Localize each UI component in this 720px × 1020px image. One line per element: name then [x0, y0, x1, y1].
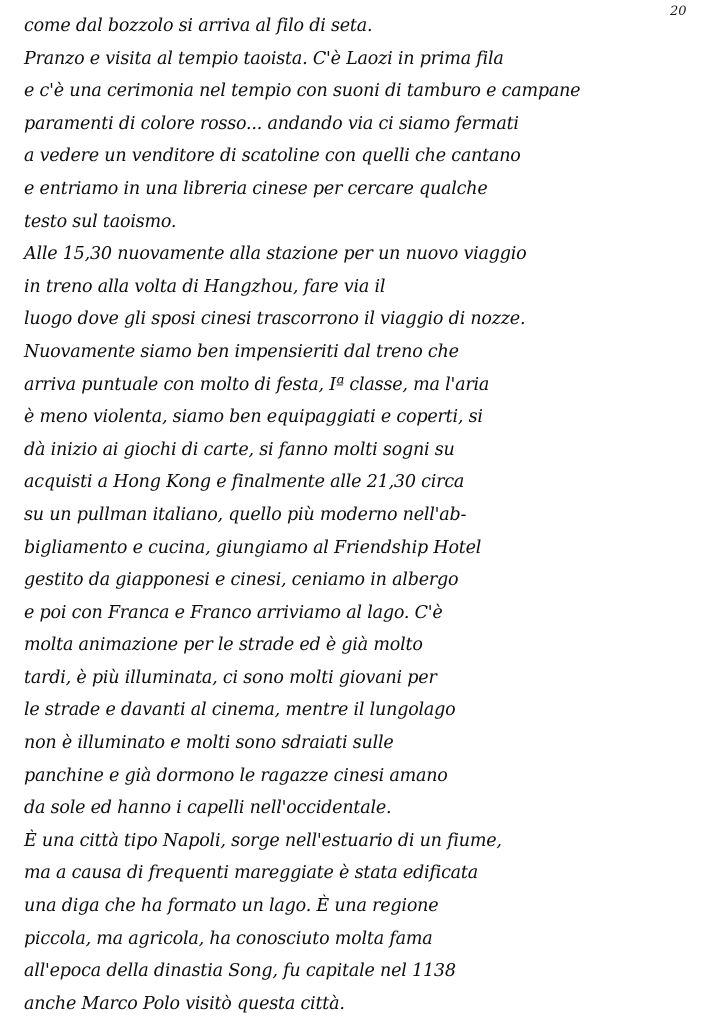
text-line: gestito da giapponesi e cinesi, ceniamo in albergo: [24, 570, 459, 591]
text-line: molta animazione per le strade ed è già molto: [24, 635, 423, 656]
text-line: luogo dove gli sposi cinesi trascorrono il viaggio di nozze.: [24, 309, 526, 330]
text-line: all'epoca della dinastia Song, fu capitale nel 1138: [24, 961, 456, 982]
text-line: su un pullman italiano, quello più moderno nell'ab-: [24, 504, 467, 525]
handwritten-text: [24, 10, 704, 1020]
text-line: È una città tipo Napoli, sorge nell'estuario di un fiume,: [24, 830, 502, 851]
page-number: 20: [670, 4, 687, 19]
text-line: una diga che ha formato un lago. È una regione: [24, 896, 439, 917]
text-line: Pranzo e visita al tempio taoista. C'è Laozi in prima fila: [24, 48, 504, 69]
text-line: piccola, ma agricola, ha conosciuto molta fama: [24, 928, 433, 949]
text-line: e c'è una cerimonia nel tempio con suoni di tamburo e campane: [24, 81, 581, 102]
text-line: bigliamento e cucina, giungiamo al Friendship Hotel: [24, 537, 482, 558]
text-line: in treno alla volta di Hangzhou, fare via il: [24, 276, 386, 297]
text-line: e entriamo in una libreria cinese per cercare qualche: [24, 178, 488, 199]
text-line: ma a causa di frequenti mareggiate è stata edificata: [24, 863, 478, 884]
text-line: tardi, è più illuminata, ci sono molti giovani per: [24, 667, 437, 688]
text-line: dà inizio ai giochi di carte, si fanno molti sogni su: [24, 439, 455, 460]
text-line: le strade e davanti al cinema, mentre il lungolago: [24, 700, 456, 721]
text-line: come dal bozzolo si arriva al filo di seta.: [24, 16, 373, 36]
text-line: a vedere un venditore di scatoline con quelli che cantano: [24, 146, 521, 167]
text-line: Alle 15,30 nuovamente alla stazione per un nuovo viaggio: [24, 244, 527, 265]
text-line: è meno violenta, siamo ben equipaggiati e coperti, si: [24, 407, 483, 428]
text-line: panchine e già dormono le ragazze cinesi amano: [24, 765, 448, 786]
text-line: arriva puntuale con molto di festa, Iª classe, ma l'aria: [24, 374, 490, 395]
text-line: Nuovamente siamo ben impensieriti dal treno che: [24, 341, 459, 362]
text-line: anche Marco Polo visitò questa città.: [24, 993, 345, 1014]
text-line: acquisti a Hong Kong e finalmente alle 21,30 circa: [24, 472, 465, 493]
text-line: testo sul taoismo.: [24, 211, 177, 232]
text-line: e poi con Franca e Franco arriviamo al lago. C'è: [24, 602, 443, 623]
text-line: non è illuminato e molti sono sdraiati sulle: [24, 733, 394, 754]
text-line: da sole ed hanno i capelli nell'occidentale.: [24, 798, 392, 819]
text-line: paramenti di colore rosso... andando via ci siamo fermati: [24, 113, 519, 134]
